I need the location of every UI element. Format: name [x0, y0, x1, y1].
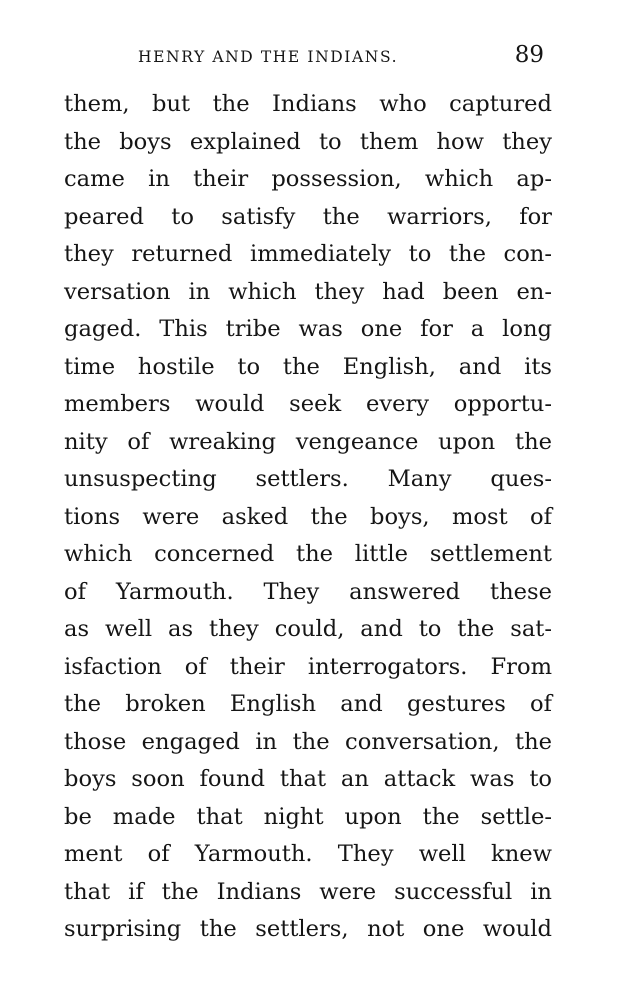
text-line: which concerned the little settlement: [64, 541, 552, 567]
text-line: boys soon found that an attack was to: [64, 766, 552, 792]
text-line: members would seek every opportu-: [64, 391, 552, 417]
text-line: they returned immediately to the con-: [64, 241, 552, 267]
running-head: [138, 42, 548, 72]
text-line: surprising the settlers, not one would: [64, 916, 552, 942]
text-line: came in their possession, which ap-: [64, 166, 552, 192]
text-line: as well as they could, and to the sat-: [64, 616, 552, 642]
text-line: nity of wreaking vengeance upon the: [64, 428, 552, 455]
text-line: the broken English and gestures of: [64, 691, 552, 717]
text-line: gaged. This tribe was one for a long: [64, 316, 552, 342]
text-line: those engaged in the conversation, the: [64, 728, 552, 755]
text-line: of Yarmouth. They answered these: [64, 578, 552, 605]
text-line: time hostile to the English, and its: [64, 353, 552, 380]
text-line: tions were asked the boys, most of: [64, 503, 552, 530]
text-line: be made that night upon the settle-: [64, 803, 552, 830]
page-number: 89: [514, 42, 544, 68]
text-line: them, but the Indians who captured: [64, 91, 552, 117]
text-line: the boys explained to them how they: [64, 128, 552, 155]
text-line: isfaction of their interrogators. From: [64, 653, 552, 680]
text-line: unsuspecting settlers. Many ques-: [64, 466, 552, 492]
body-text: [64, 86, 552, 949]
text-line: peared to satisfy the warriors, for: [64, 203, 552, 230]
text-line: versation in which they had been en-: [64, 278, 552, 305]
text-line: ment of Yarmouth. They well knew: [64, 841, 552, 867]
text-line: that if the Indians were successful in: [64, 878, 552, 905]
running-title: HENRY AND THE INDIANS.: [138, 48, 399, 66]
